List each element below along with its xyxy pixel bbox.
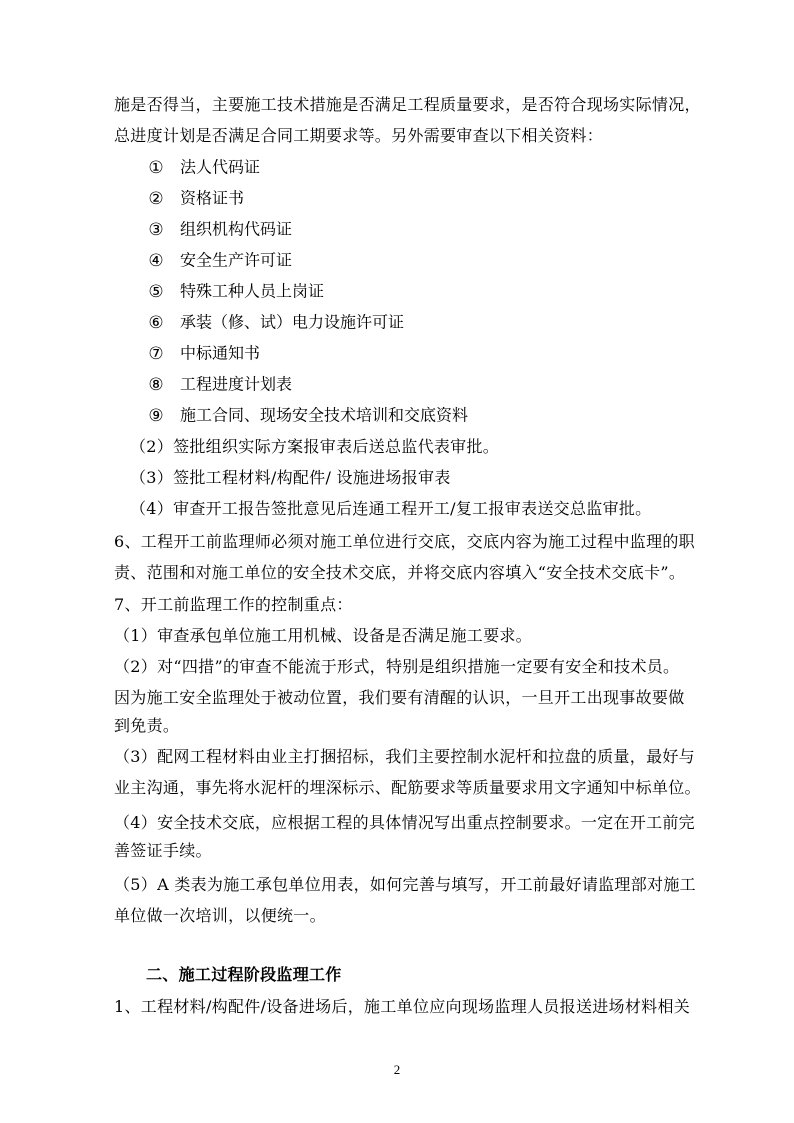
circled-number: ② bbox=[148, 188, 164, 209]
step-line: （2）签批组织实际方案报审表后送总监代表审批。 bbox=[130, 437, 500, 456]
section-7-line: 因为施工安全监理处于被动位置，我们要有清醒的认识，一旦开工出现事故要做 bbox=[114, 688, 685, 707]
document-item bbox=[146, 405, 468, 426]
section-b-line-1: 1、工程材料/构配件/设备进场后，施工单位应向现场监理人员报送进场材料相关 bbox=[114, 997, 691, 1016]
document-item bbox=[146, 374, 292, 395]
document-item-text: 承装（修、试）电力设施许可证 bbox=[180, 312, 405, 332]
step-line: （3）签批工程材料/构配件/ 设施进场报审表 bbox=[130, 468, 451, 487]
section-7-line: 善签证手续。 bbox=[114, 841, 212, 860]
document-item-text: 施工合同、现场安全技术培训和交底资料 bbox=[180, 405, 469, 425]
section-7-line: 业主沟通，事先将水泥杆的埋深标示、配筋要求等质量要求用文字通知中标单位。 bbox=[114, 778, 701, 797]
section-7-line: （1）审查承包单位施工用机械、设备是否满足施工要求。 bbox=[114, 626, 532, 645]
document-item-text: 安全生产许可证 bbox=[180, 250, 293, 270]
document-item bbox=[146, 250, 292, 271]
document-item bbox=[146, 281, 324, 302]
section-7-line: 单位做一次培训，以便统一。 bbox=[114, 906, 326, 925]
document-item-text: 组织机构代码证 bbox=[180, 219, 293, 239]
step-line: （4）审查开工报告签批意见后连通工程开工/复工报审表送交总监审批。 bbox=[130, 499, 652, 518]
intro-line-2: 总进度计划是否满足合同工期要求等。另外需要审查以下相关资料： bbox=[114, 126, 604, 145]
circled-number: ⑤ bbox=[148, 281, 164, 302]
circled-number: ④ bbox=[148, 250, 164, 271]
circled-number: ⑦ bbox=[148, 343, 164, 364]
document-item bbox=[146, 343, 260, 364]
page-number: 2 bbox=[393, 1062, 401, 1077]
circled-number: ③ bbox=[148, 219, 164, 240]
section-7-title: 7、开工前监理工作的控制重点： bbox=[114, 595, 353, 614]
document-item-text: 工程进度计划表 bbox=[180, 374, 293, 394]
document-item bbox=[146, 312, 404, 333]
section-7-line: 到免责。 bbox=[114, 716, 180, 735]
circled-number: ① bbox=[148, 157, 164, 178]
document-item-text: 法人代码证 bbox=[180, 157, 261, 177]
document-item-text: 中标通知书 bbox=[180, 343, 261, 363]
document-item-text: 资格证书 bbox=[180, 188, 245, 208]
circled-number: ⑨ bbox=[148, 405, 164, 426]
document-item-text: 特殊工种人员上岗证 bbox=[180, 281, 325, 301]
circled-number: ⑧ bbox=[148, 374, 164, 395]
document-item bbox=[146, 219, 292, 240]
section-6-line-2: 责、范围和对施工单位的安全技术交底，并将交底内容填入“安全技术交底卡”。 bbox=[114, 563, 686, 582]
section-7-line: （5）A 类表为施工承包单位用表，如何完善与填写，开工前最好请监理部对施工 bbox=[114, 875, 696, 894]
circled-number: ⑥ bbox=[148, 312, 164, 333]
intro-line-1: 施是否得当，主要施工技术措施是否满足工程质量要求，是否符合现场实际情况， bbox=[114, 95, 701, 114]
section-7-line: （2）对“四措”的审查不能流于形式，特别是组织措施一定要有安全和技术员。 bbox=[114, 657, 680, 676]
document-item bbox=[146, 157, 260, 178]
section-7-line: （4）安全技术交底，应根据工程的具体情况写出重点控制要求。一定在开工前完 bbox=[114, 813, 695, 832]
section-6-line-1: 6、工程开工前监理师必须对施工单位进行交底，交底内容为施工过程中监理的职 bbox=[114, 532, 695, 551]
document-item bbox=[146, 188, 244, 209]
section-heading: 二、施工过程阶段监理工作 bbox=[146, 965, 342, 984]
section-7-line: （3）配网工程材料由业主打捆招标，我们主要控制水泥杆和拉盘的质量，最好与 bbox=[114, 747, 695, 766]
